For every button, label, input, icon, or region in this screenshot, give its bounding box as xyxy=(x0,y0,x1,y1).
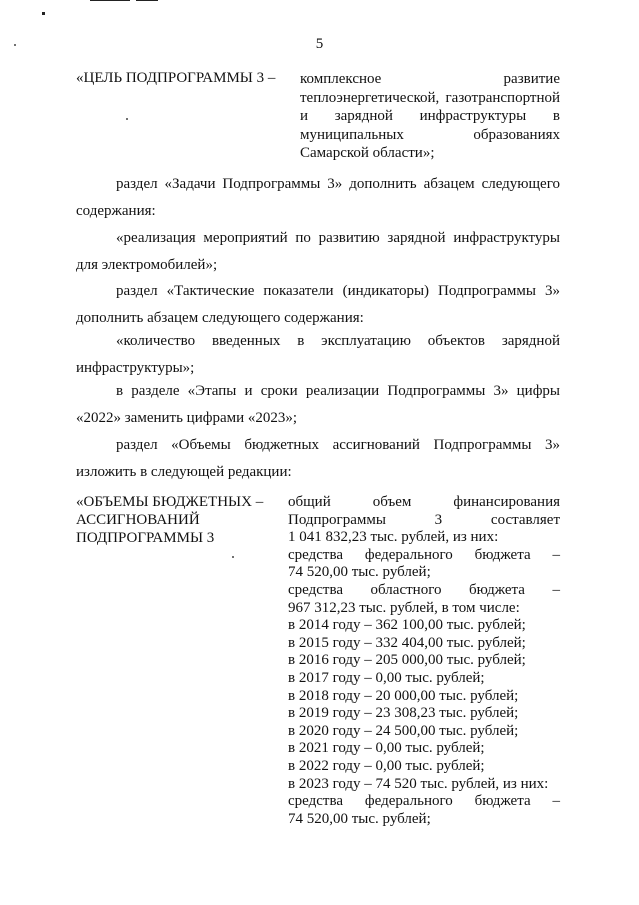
paragraph-charging-objects xyxy=(76,328,560,382)
scan-speck xyxy=(126,118,128,120)
volumes-line: 74 520,00 тыс. рублей; xyxy=(288,810,431,827)
paragraph-line: для электромобилей»; xyxy=(76,257,218,273)
scan-speck xyxy=(232,556,234,558)
volumes-year-line: в 2016 году – 205 000,00 тыс. рублей; xyxy=(288,652,526,669)
goal-line: муниципальных образованиях xyxy=(300,126,560,143)
paragraph-indicators xyxy=(76,278,560,332)
paragraph-line: раздел «Объемы бюджетных ассигнований Подпрограммы 3» xyxy=(116,437,560,453)
goal-line: Самарской области»; xyxy=(300,145,435,161)
volumes-line: общий объем финансирования xyxy=(288,494,560,510)
volumes-year-line: в 2014 году – 362 100,00 тыс. рублей; xyxy=(288,617,526,634)
paragraph-line: в разделе «Этапы и сроки реализации Подпрограммы 3» цифры xyxy=(116,383,560,399)
paragraph-line: инфраструктуры»; xyxy=(76,360,195,376)
paragraph-line: дополнить абзацем следующего содержания: xyxy=(76,310,364,326)
volumes-year-line: в 2018 году – 20 000,00 тыс. рублей; xyxy=(288,687,519,704)
volumes-label xyxy=(76,494,281,547)
paragraph-line: «количество введенных в эксплуатацию объектов зарядной xyxy=(116,333,560,349)
volumes-line: средства областного бюджета – xyxy=(288,581,560,598)
paragraph-budget-section xyxy=(76,432,560,486)
goal-text xyxy=(300,70,560,163)
volumes-line: средства федерального бюджета – xyxy=(288,793,560,810)
volumes-year-line: в 2015 году – 332 404,00 тыс. рублей; xyxy=(288,634,526,651)
volumes-line: Подпрограммы 3 составляет xyxy=(288,511,560,528)
volumes-label-line: «ОБЪЕМЫ БЮДЖЕТНЫХ – xyxy=(76,494,264,510)
paragraph-line: «реализация мероприятий по развитию зарядной инфраструктуры xyxy=(116,230,560,246)
paragraph-stages xyxy=(76,378,560,432)
volumes-label-line: ПОДПРОГРАММЫ 3 xyxy=(76,529,215,546)
scan-edge-line xyxy=(136,0,158,1)
paragraph-line: раздел «Задачи Подпрограммы 3» дополнить абзацем следующего xyxy=(116,176,560,192)
volumes-line: 967 312,23 тыс. рублей, в том числе: xyxy=(288,599,520,616)
volumes-text xyxy=(288,494,560,828)
volumes-line: средства федерального бюджета – xyxy=(288,546,560,563)
paragraph-charging-measures xyxy=(76,225,560,279)
paragraph-line: изложить в следующей редакции: xyxy=(76,464,292,480)
paragraph-line: раздел «Тактические показатели (индикаторы) Подпрограммы 3» xyxy=(116,283,560,299)
volumes-year-line: в 2017 году – 0,00 тыс. рублей; xyxy=(288,669,485,686)
volumes-line: 74 520,00 тыс. рублей; xyxy=(288,564,431,581)
goal-line: комплексное развитие xyxy=(300,71,560,87)
volumes-line: 1 041 832,23 тыс. рублей, из них: xyxy=(288,529,499,546)
volumes-year-line: в 2020 году – 24 500,00 тыс. рублей; xyxy=(288,722,519,739)
volumes-year-line: в 2022 году – 0,00 тыс. рублей; xyxy=(288,757,485,774)
paragraph-tasks xyxy=(76,171,560,225)
goal-line: теплоэнергетической, газотранспортной xyxy=(300,89,560,106)
page-number: 5 xyxy=(315,36,324,52)
paragraph-line: содержания: xyxy=(76,203,156,219)
volumes-year-line: в 2019 году – 23 308,23 тыс. рублей; xyxy=(288,705,519,722)
goal-line: и зарядной инфраструктуры в xyxy=(300,108,560,124)
volumes-label-line: АССИГНОВАНИЙ xyxy=(76,511,200,528)
volumes-year-line: в 2023 году – 74 520 тыс. рублей, из них: xyxy=(288,775,549,792)
paragraph-line: «2022» заменить цифрами «2023»; xyxy=(76,410,298,426)
goal-label: «ЦЕЛЬ ПОДПРОГРАММЫ 3 – xyxy=(76,70,276,86)
scan-edge-line xyxy=(90,0,130,1)
volumes-year-line: в 2021 году – 0,00 тыс. рублей; xyxy=(288,740,485,757)
scan-speck xyxy=(42,12,45,15)
